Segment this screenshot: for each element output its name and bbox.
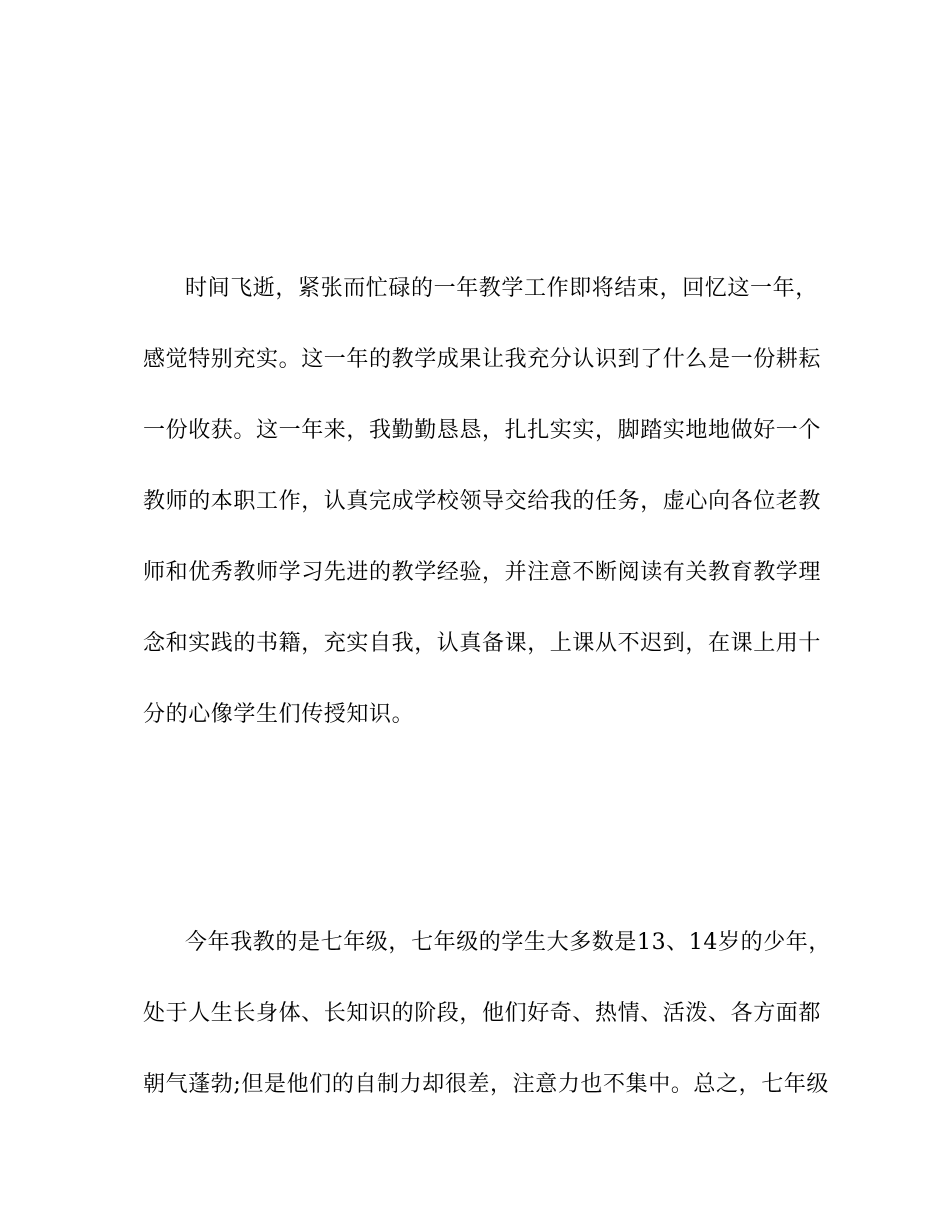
paragraph-1-line-3: 一份收获。这一年来，我勤勤恳恳，扎扎实实，脚踏实地地做好一个 (143, 418, 822, 443)
paragraph-2-line-1: 今年我教的是七年级，七年级的学生大多数是13、14岁的少年， (185, 930, 831, 955)
paragraph-1-line-7: 分的心像学生们传授知识。 (143, 702, 415, 727)
paragraph-1-line-6: 念和实践的书籍，充实自我，认真备课，上课从不迟到，在课上用十 (143, 631, 822, 656)
paragraph-1-line-5: 师和优秀教师学习先进的教学经验，并注意不断阅读有关教育教学理 (143, 560, 822, 585)
paragraph-2-line-2: 处于人生长身体、长知识的阶段，他们好奇、热情、活泼、各方面都 (143, 1001, 822, 1026)
paragraph-1-line-2: 感觉特别充实。这一年的教学成果让我充分认识到了什么是一份耕耘 (143, 347, 822, 372)
paragraph-2-line-3: 朝气蓬勃;但是他们的自制力却很差，注意力也不集中。总之，七年级 (143, 1072, 830, 1097)
paragraph-1-line-4: 教师的本职工作，认真完成学校领导交给我的任务，虚心向各位老教 (143, 489, 822, 514)
paragraph-1-line-1: 时间飞逝，紧张而忙碌的一年教学工作即将结束，回忆这一年， (185, 276, 818, 301)
